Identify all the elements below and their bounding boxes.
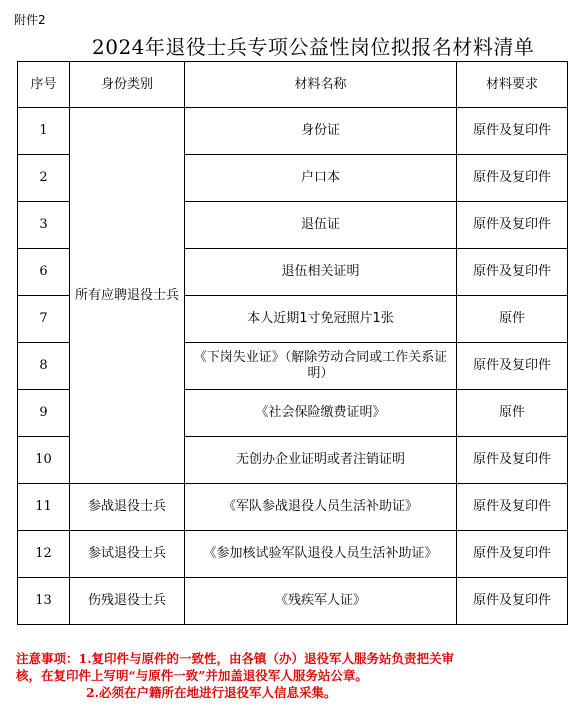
requirement-cell: 原件及复印件 [457, 202, 568, 249]
document-title: 2024年退役士兵专项公益性岗位拟报名材料清单 [92, 35, 535, 59]
category-cell: 参战退役士兵 [70, 484, 185, 531]
material-cell: 《社会保险缴费证明》 [185, 390, 457, 437]
row-number: 11 [18, 484, 70, 531]
material-cell: 退伍证 [185, 202, 457, 249]
material-cell: 《下岗失业证》（解除劳动合同或工作关系证明） [185, 343, 457, 390]
requirement-cell: 原件 [457, 296, 568, 343]
table-row [18, 484, 568, 531]
header-requirement: 材料要求 [457, 62, 568, 108]
requirement-cell: 原件及复印件 [457, 531, 568, 578]
row-number: 13 [18, 578, 70, 625]
notes-section [16, 650, 572, 701]
requirement-cell: 原件及复印件 [457, 108, 568, 155]
header-category: 身份类别 [70, 62, 185, 108]
row-number: 9 [18, 390, 70, 437]
material-cell: 《参加核试验军队退役人员生活补助证》 [185, 531, 457, 578]
requirement-cell: 原件及复印件 [457, 578, 568, 625]
row-number: 8 [18, 343, 70, 390]
table-row [18, 531, 568, 578]
material-cell: 身份证 [185, 108, 457, 155]
material-cell: 户口本 [185, 155, 457, 202]
material-cell: 本人近期1寸免冠照片1张 [185, 296, 457, 343]
row-number: 7 [18, 296, 70, 343]
requirement-cell: 原件 [457, 390, 568, 437]
table-header-row [18, 62, 568, 108]
row-number: 2 [18, 155, 70, 202]
table-row [18, 108, 568, 155]
attachment-label: 附件2 [14, 13, 46, 27]
note-line-3: 2.必须在户籍所在地进行退役军人信息采集。 [86, 685, 337, 700]
header-number: 序号 [18, 62, 70, 108]
requirement-cell: 原件及复印件 [457, 437, 568, 484]
note-line-2: 核，在复印件上写明“与原件一致”并加盖退役军人服务站公章。 [16, 668, 368, 683]
materials-table [17, 61, 568, 625]
material-cell: 《残疾军人证》 [185, 578, 457, 625]
row-number: 3 [18, 202, 70, 249]
material-cell: 退伍相关证明 [185, 249, 457, 296]
requirement-cell: 原件及复印件 [457, 343, 568, 390]
requirement-cell: 原件及复印件 [457, 155, 568, 202]
row-number: 1 [18, 108, 70, 155]
requirement-cell: 原件及复印件 [457, 249, 568, 296]
category-cell: 伤残退役士兵 [70, 578, 185, 625]
row-number: 12 [18, 531, 70, 578]
requirement-cell: 原件及复印件 [457, 484, 568, 531]
category-cell: 参试退役士兵 [70, 531, 185, 578]
note-line-1: 注意事项：1.复印件与原件的一致性，由各镇（办）退役军人服务站负责把关审 [16, 651, 455, 666]
category-cell: 所有应聘退役士兵 [70, 108, 185, 484]
table-row [18, 578, 568, 625]
row-number: 10 [18, 437, 70, 484]
row-number: 6 [18, 249, 70, 296]
material-cell: 无创办企业证明或者注销证明 [185, 437, 457, 484]
header-material: 材料名称 [185, 62, 457, 108]
material-cell: 《军队参战退役人员生活补助证》 [185, 484, 457, 531]
